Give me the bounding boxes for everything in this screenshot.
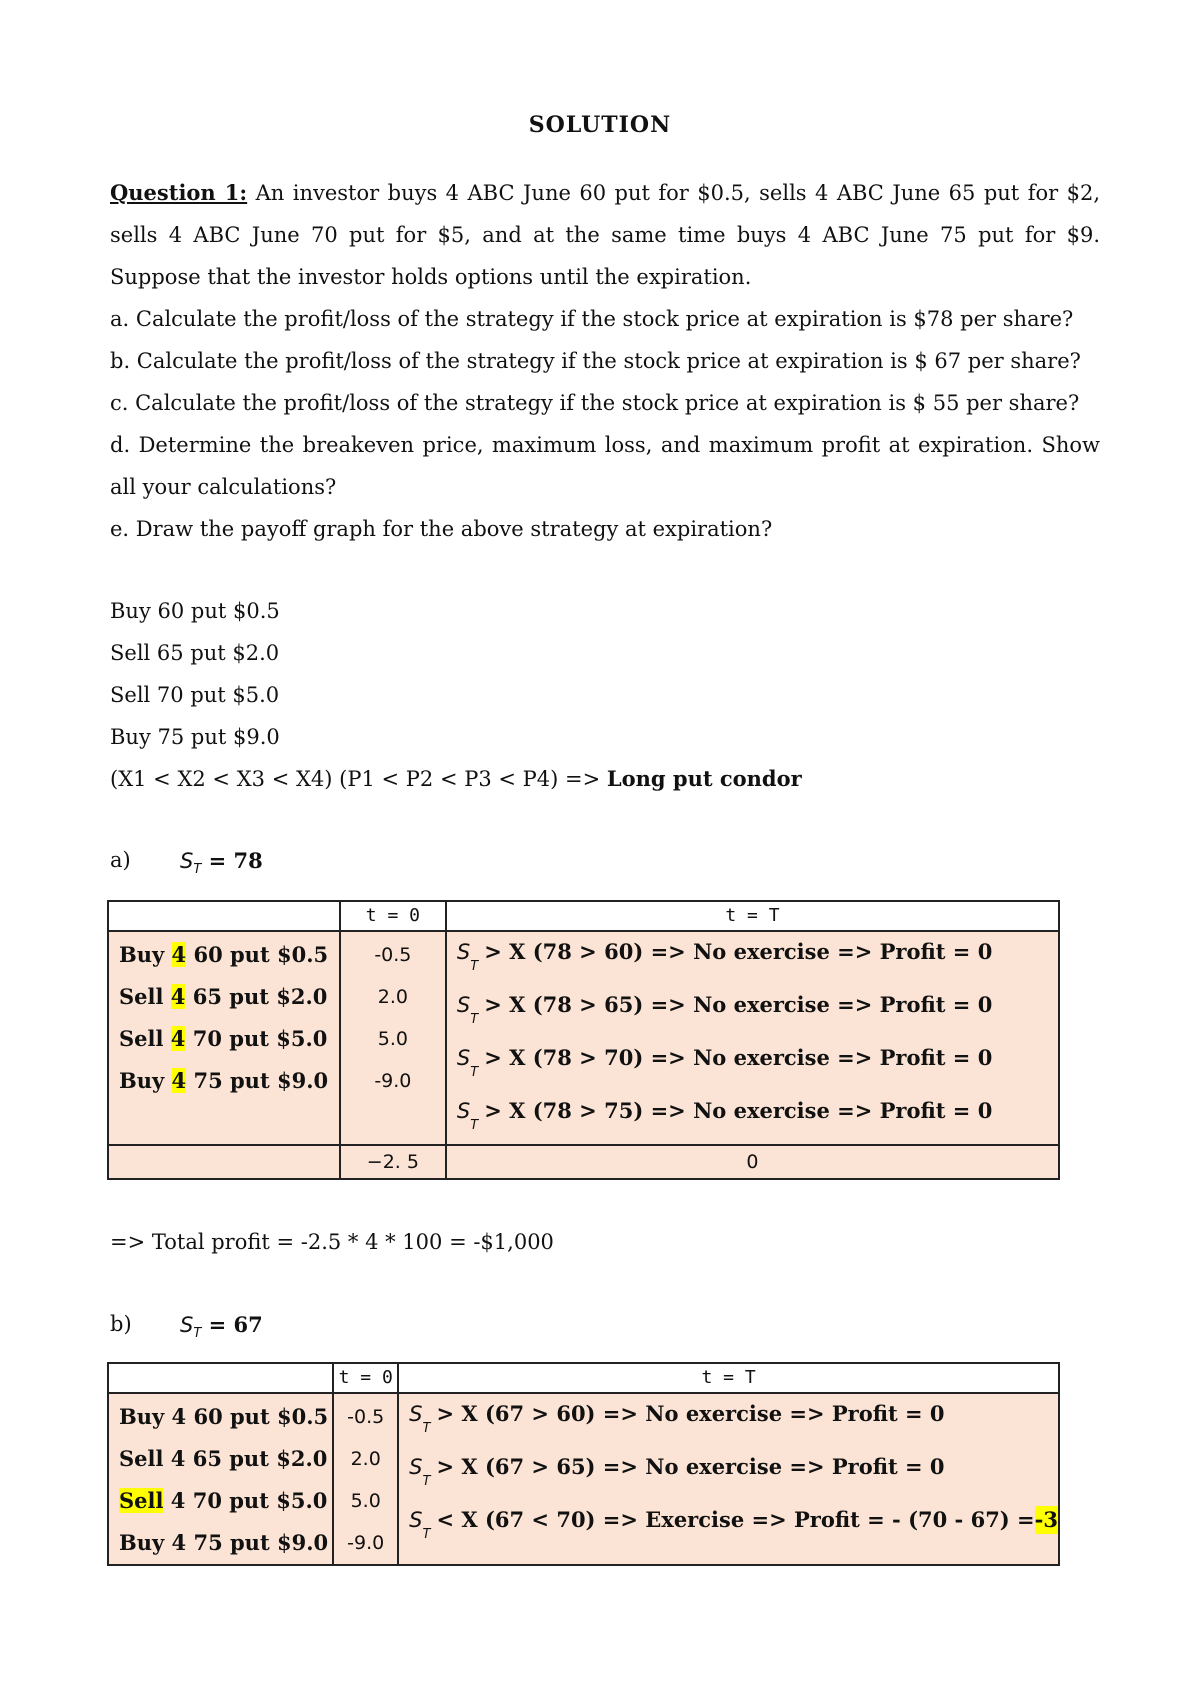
page-title: SOLUTION — [528, 112, 672, 138]
cell-value: -0.5 — [347, 1406, 385, 1428]
leg-4: Buy 75 put $9.0 — [110, 725, 280, 749]
values-cell — [333, 1393, 398, 1565]
table-row: Sell 4 70 put $5.0 — [119, 1026, 328, 1051]
part-b-table — [107, 1362, 1060, 1566]
header-tT: t = T — [398, 1363, 1059, 1393]
result-line: $S_T$ > X (78 > 75) => No exercise => Profit = 0 — [456, 1098, 993, 1134]
table-row: Sell 4 70 put $5.0 — [119, 1488, 328, 1513]
strategy-legs — [110, 590, 802, 800]
question-block — [110, 172, 1100, 550]
part-a-label: a) — [110, 848, 131, 872]
result-line: $S_T$ < X (67 < 70) => Exercise => Profit = - (70 - 67) = -3 — [409, 1507, 1058, 1543]
legs-cell — [108, 1393, 333, 1565]
table-row: Buy 4 75 put $9.0 — [119, 1068, 329, 1093]
leg-3: Sell 70 put $5.0 — [110, 683, 280, 707]
cell-value: -9.0 — [347, 1532, 385, 1554]
results-cell — [398, 1393, 1059, 1565]
table-row: Sell 4 65 put $2.0 — [119, 984, 328, 1009]
leg-2: Sell 65 put $2.0 — [110, 641, 280, 665]
result-line: $S_T$ > X (78 > 60) => No exercise => Profit = 0 — [456, 939, 993, 975]
results-cell — [446, 931, 1059, 1145]
question-item-a: a. Calculate the profit/loss of the strategy if the stock price at expiration is $78 per share? — [110, 307, 1074, 331]
question-item-c: c. Calculate the profit/loss of the strategy if the stock price at expiration is $ 55 per share? — [110, 391, 1080, 415]
part-a-total-profit: => Total profit = -2.5 * 4 * 100 = -$1,000 — [110, 1230, 554, 1254]
legs-cell — [108, 931, 340, 1145]
table-row: Buy 4 60 put $0.5 — [119, 942, 329, 967]
header-tT: t = T — [446, 901, 1059, 931]
strategy-line: (X1 < X2 < X3 < X4) (P1 < P2 < P3 < P4) => Long put condor — [110, 766, 802, 791]
question-text: Question 1: An investor buys 4 ABC June 60 put for $0.5, sells 4 ABC June 65 put for $2, sells 4 ABC June 70 put for $5, and at the same time buys 4 ABC June 75 put for $9. Suppose that the investor holds options until the expiration. — [110, 180, 1100, 289]
strategy-name: Long put condor — [606, 766, 802, 791]
result-line: $S_T$ > X (78 > 65) => No exercise => Profit = 0 — [456, 992, 993, 1028]
header-t0: t = 0 — [333, 1363, 398, 1393]
table-row: Sell 4 65 put $2.0 — [119, 1446, 328, 1471]
table-row: Buy 4 75 put $9.0 — [119, 1530, 329, 1555]
part-a-table — [107, 900, 1060, 1180]
part-b-label: b) — [110, 1312, 132, 1336]
cell-value: -9.0 — [374, 1070, 412, 1092]
cell-value: 5.0 — [350, 1490, 381, 1512]
cell-value: 2.0 — [350, 1448, 381, 1470]
highlighted-profit: -3 — [1034, 1507, 1058, 1532]
leg-1: Buy 60 put $0.5 — [110, 599, 280, 623]
part-b-stock-price: $S_T = 67$ — [180, 1312, 263, 1342]
cell-value: 5.0 — [377, 1028, 408, 1050]
result-line: $S_T$ > X (67 > 60) => No exercise => Profit = 0 — [409, 1401, 945, 1437]
header-t0: t = 0 — [340, 901, 446, 931]
values-cell — [340, 931, 446, 1145]
cell-value: 2.0 — [377, 986, 408, 1008]
question-item-b: b. Calculate the profit/loss of the strategy if the stock price at expiration is $ 67 per share? — [110, 349, 1081, 373]
part-a-stock-price: $S_T = 78$ — [180, 848, 263, 878]
question-label: Question 1: — [110, 180, 248, 205]
table-row: Buy 4 60 put $0.5 — [119, 1404, 329, 1429]
result-line: $S_T$ > X (78 > 70) => No exercise => Profit = 0 — [456, 1045, 993, 1081]
total-t0: −2. 5 — [340, 1145, 446, 1179]
question-item-d: d. Determine the breakeven price, maximum loss, and maximum profit at expiration. Show all your calculations? — [110, 433, 1100, 499]
question-item-e: e. Draw the payoff graph for the above strategy at expiration? — [110, 517, 773, 541]
result-line: $S_T$ > X (67 > 65) => No exercise => Profit = 0 — [409, 1454, 945, 1490]
cell-value: -0.5 — [374, 944, 412, 966]
total-tT: 0 — [446, 1145, 1059, 1179]
